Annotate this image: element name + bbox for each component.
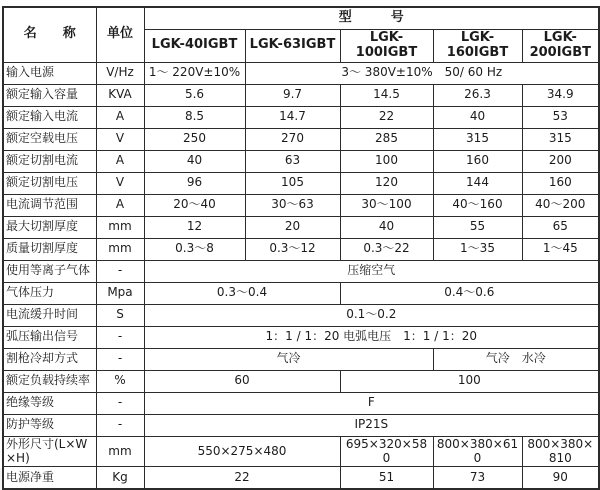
unit-cell: V xyxy=(96,128,144,150)
row-label: 绝缘等级 xyxy=(3,392,96,414)
unit-cell: mm xyxy=(96,216,144,238)
table-row xyxy=(3,216,599,238)
row-label: 额定空载电压 xyxy=(3,128,96,150)
table-row xyxy=(3,128,599,150)
spec-value-cell: 30～63 xyxy=(245,194,340,216)
spec-value-cell: 51 xyxy=(340,467,433,490)
row-label: 额定切割电流 xyxy=(3,150,96,172)
unit-cell: - xyxy=(96,392,144,414)
row-label: 额定切割电压 xyxy=(3,172,96,194)
spec-value-cell: 22 xyxy=(340,106,433,128)
unit-cell: KVA xyxy=(96,84,144,106)
table-row xyxy=(3,467,599,490)
table-row xyxy=(3,84,599,106)
spec-value-cell: 55 xyxy=(433,216,522,238)
spec-value-cell: 695×320×580 xyxy=(340,436,433,467)
model-column-header: LGK-63IGBT xyxy=(245,30,340,63)
row-label: 弧压输出信号 xyxy=(3,326,96,348)
spec-value-cell: 800×380×810 xyxy=(522,436,599,467)
header-row-top xyxy=(3,7,599,30)
unit-cell: % xyxy=(96,370,144,392)
row-label: 电流调节范围 xyxy=(3,194,96,216)
table-row xyxy=(3,414,599,436)
spec-value-cell: 40 xyxy=(340,216,433,238)
spec-value-cell: 120 xyxy=(340,172,433,194)
spec-value-cell: 34.9 xyxy=(522,84,599,106)
spec-value-cell: 22 xyxy=(144,467,340,490)
spec-value-cell: 14.5 xyxy=(340,84,433,106)
spec-value-cell: 144 xyxy=(433,172,522,194)
unit-cell: Kg xyxy=(96,467,144,490)
spec-value-cell: 1：1 / 1：20 电弧电压 1：1 / 1：20 xyxy=(144,326,599,348)
spec-value-cell: 270 xyxy=(245,128,340,150)
spec-value-cell: 73 xyxy=(433,467,522,490)
spec-value-cell: IP21S xyxy=(144,414,599,436)
table-row xyxy=(3,62,599,84)
table-row xyxy=(3,194,599,216)
spec-value-cell: 30～100 xyxy=(340,194,433,216)
model-column-header: LGK-40IGBT xyxy=(144,30,245,63)
spec-value-cell: 200 xyxy=(522,150,599,172)
spec-table xyxy=(2,6,600,490)
unit-cell: V xyxy=(96,172,144,194)
spec-value-cell: 5.6 xyxy=(144,84,245,106)
unit-cell: mm xyxy=(96,436,144,467)
row-label: 最大切割厚度 xyxy=(3,216,96,238)
spec-value-cell: 63 xyxy=(245,150,340,172)
spec-value-cell: 40 xyxy=(433,106,522,128)
spec-table-body xyxy=(3,62,599,489)
spec-value-cell: 0.3～22 xyxy=(340,238,433,260)
model-column-header: LGK-160IGBT xyxy=(433,30,522,63)
spec-value-cell: 315 xyxy=(433,128,522,150)
spec-value-cell: 0.3～0.4 xyxy=(144,282,340,304)
spec-value-cell: 20～40 xyxy=(144,194,245,216)
spec-value-cell: 105 xyxy=(245,172,340,194)
unit-cell: Mpa xyxy=(96,282,144,304)
row-label: 电源净重 xyxy=(3,467,96,490)
table-row xyxy=(3,370,599,392)
spec-value-cell: 12 xyxy=(144,216,245,238)
spec-value-cell: 14.7 xyxy=(245,106,340,128)
table-row xyxy=(3,238,599,260)
spec-value-cell: 250 xyxy=(144,128,245,150)
spec-value-cell: 160 xyxy=(433,150,522,172)
row-label: 额定负载持续率 xyxy=(3,370,96,392)
spec-value-cell: 压缩空气 xyxy=(144,260,599,282)
unit-cell: - xyxy=(96,260,144,282)
row-label: 额定输入容量 xyxy=(3,84,96,106)
table-row xyxy=(3,106,599,128)
header-name: 名 称 xyxy=(3,7,96,62)
row-label: 质量切割厚度 xyxy=(3,238,96,260)
spec-value-cell: 53 xyxy=(522,106,599,128)
header-unit: 单位 xyxy=(96,7,144,62)
spec-value-cell: 0.1～0.2 xyxy=(144,304,599,326)
unit-cell: A xyxy=(96,106,144,128)
spec-value-cell: 100 xyxy=(340,150,433,172)
spec-value-cell: 40 xyxy=(144,150,245,172)
unit-cell: A xyxy=(96,150,144,172)
spec-value-cell: 315 xyxy=(522,128,599,150)
spec-value-cell: 800×380×610 xyxy=(433,436,522,467)
table-row xyxy=(3,326,599,348)
spec-value-cell: 100 xyxy=(340,370,599,392)
row-label: 防护等级 xyxy=(3,414,96,436)
spec-value-cell: 1～ 220V±10% xyxy=(144,62,245,84)
row-label: 电流缓升时间 xyxy=(3,304,96,326)
row-label: 气体压力 xyxy=(3,282,96,304)
spec-value-cell: 65 xyxy=(522,216,599,238)
spec-value-cell: 40～160 xyxy=(433,194,522,216)
spec-value-cell: 160 xyxy=(522,172,599,194)
model-column-header: LGK-100IGBT xyxy=(340,30,433,63)
table-row xyxy=(3,392,599,414)
row-label: 割枪冷却方式 xyxy=(3,348,96,370)
unit-cell: A xyxy=(96,194,144,216)
spec-value-cell: 60 xyxy=(144,370,340,392)
table-row xyxy=(3,150,599,172)
table-row xyxy=(3,304,599,326)
spec-value-cell: 8.5 xyxy=(144,106,245,128)
unit-cell: - xyxy=(96,326,144,348)
spec-value-cell: 1～45 xyxy=(522,238,599,260)
table-row xyxy=(3,348,599,370)
row-label: 额定输入电流 xyxy=(3,106,96,128)
spec-value-cell: 26.3 xyxy=(433,84,522,106)
table-row xyxy=(3,172,599,194)
unit-cell: V/Hz xyxy=(96,62,144,84)
spec-value-cell: 9.7 xyxy=(245,84,340,106)
spec-value-cell: 90 xyxy=(522,467,599,490)
spec-value-cell: 0.4～0.6 xyxy=(340,282,599,304)
spec-value-cell: 96 xyxy=(144,172,245,194)
row-label: 输入电源 xyxy=(3,62,96,84)
spec-value-cell: 1～35 xyxy=(433,238,522,260)
table-row xyxy=(3,260,599,282)
spec-value-cell: 40～200 xyxy=(522,194,599,216)
header-model: 型 号 xyxy=(144,7,599,30)
spec-value-cell: 0.3～12 xyxy=(245,238,340,260)
spec-value-cell: 3～ 380V±10% 50/ 60 Hz xyxy=(245,62,599,84)
spec-value-cell: F xyxy=(144,392,599,414)
spec-value-cell: 550×275×480 xyxy=(144,436,340,467)
spec-value-cell: 气冷 xyxy=(144,348,433,370)
row-label: 外形尺寸(L×W×H) xyxy=(3,436,96,467)
spec-value-cell: 285 xyxy=(340,128,433,150)
table-row xyxy=(3,436,599,467)
unit-cell: - xyxy=(96,348,144,370)
model-column-header: LGK-200IGBT xyxy=(522,30,599,63)
spec-value-cell: 气冷 水冷 xyxy=(433,348,599,370)
spec-value-cell: 20 xyxy=(245,216,340,238)
row-label: 使用等离子气体 xyxy=(3,260,96,282)
unit-cell: - xyxy=(96,414,144,436)
unit-cell: mm xyxy=(96,238,144,260)
spec-table-header xyxy=(3,7,599,62)
table-row xyxy=(3,282,599,304)
spec-value-cell: 0.3～8 xyxy=(144,238,245,260)
unit-cell: S xyxy=(96,304,144,326)
